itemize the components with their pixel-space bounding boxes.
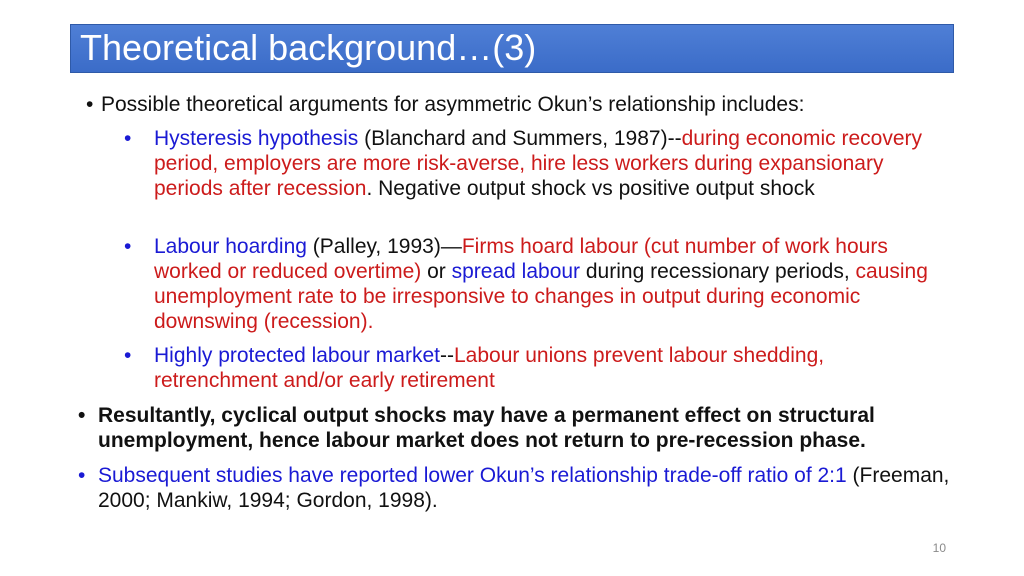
page-number: 10 (932, 541, 946, 555)
protected-market-explanation: Labour unions prevent labour shedding, retrenchment and/or early retirement (154, 344, 825, 392)
bullet-point-3-text (78, 463, 958, 513)
bullet-marker: • (78, 404, 86, 427)
bullet-point-1-text: Possible theoretical arguments for asymmetric Okun’s relationship includes: (101, 93, 805, 116)
sub-bullet-protected-market (124, 343, 924, 393)
labour-hoarding-citation: (Palley, 1993)— (306, 235, 462, 258)
bullet-point-3 (78, 463, 958, 513)
protected-market-dash: -- (439, 344, 454, 367)
subsequent-studies-citations: (Freeman, 2000; Mankiw, 1994; Gordon, 1998). (98, 464, 950, 512)
bullet-marker: • (124, 235, 132, 258)
labour-hoarding-term: Labour hoarding (154, 235, 307, 258)
hysteresis-explanation: during economic recovery period, employers are more risk-averse, hire less workers during expansionary periods after recession (154, 127, 923, 200)
hysteresis-citation: (Blanchard and Summers, 1987)-- (358, 127, 682, 150)
bullet-marker: • (86, 93, 94, 116)
subsequent-studies-text: Subsequent studies have reported lower Okun’s relationship trade-off ratio of 2:1 (98, 464, 847, 487)
bullet-point-1 (86, 92, 946, 117)
sub-bullet-protected-market-text (124, 343, 924, 393)
bullet-marker: • (78, 464, 86, 487)
bullet-point-2-text: Resultantly, cyclical output shocks may have a permanent effect on structural unemployment, hence labour market does not return to pre-recession phase. (98, 404, 875, 452)
labour-hoarding-effect: causing unemployment rate to be irresponsive to changes in output during economic downswing (recession). (154, 260, 928, 333)
labour-hoarding-or: or (421, 260, 452, 283)
protected-market-term: Highly protected labour market (154, 344, 440, 367)
hysteresis-term: Hysteresis hypothesis (154, 127, 359, 150)
sub-bullet-labour-hoarding-text (124, 234, 954, 334)
spread-labour-term: spread labour (451, 260, 581, 283)
bullet-marker: • (124, 344, 132, 367)
labour-hoarding-explanation: Firms hoard labour (cut number of work hours worked or reduced overtime) (154, 235, 888, 283)
labour-hoarding-periods: during recessionary periods, (580, 260, 856, 283)
slide-title-bar (70, 24, 954, 73)
hysteresis-note: . Negative output shock vs positive output shock (366, 177, 815, 200)
slide-title: Theoretical background…(3) (80, 27, 537, 68)
bullet-marker: • (124, 127, 132, 150)
sub-bullet-hysteresis-text (124, 126, 924, 201)
bullet-point-2 (78, 403, 938, 453)
sub-bullet-labour-hoarding (124, 234, 954, 334)
sub-bullet-hysteresis (124, 126, 924, 201)
